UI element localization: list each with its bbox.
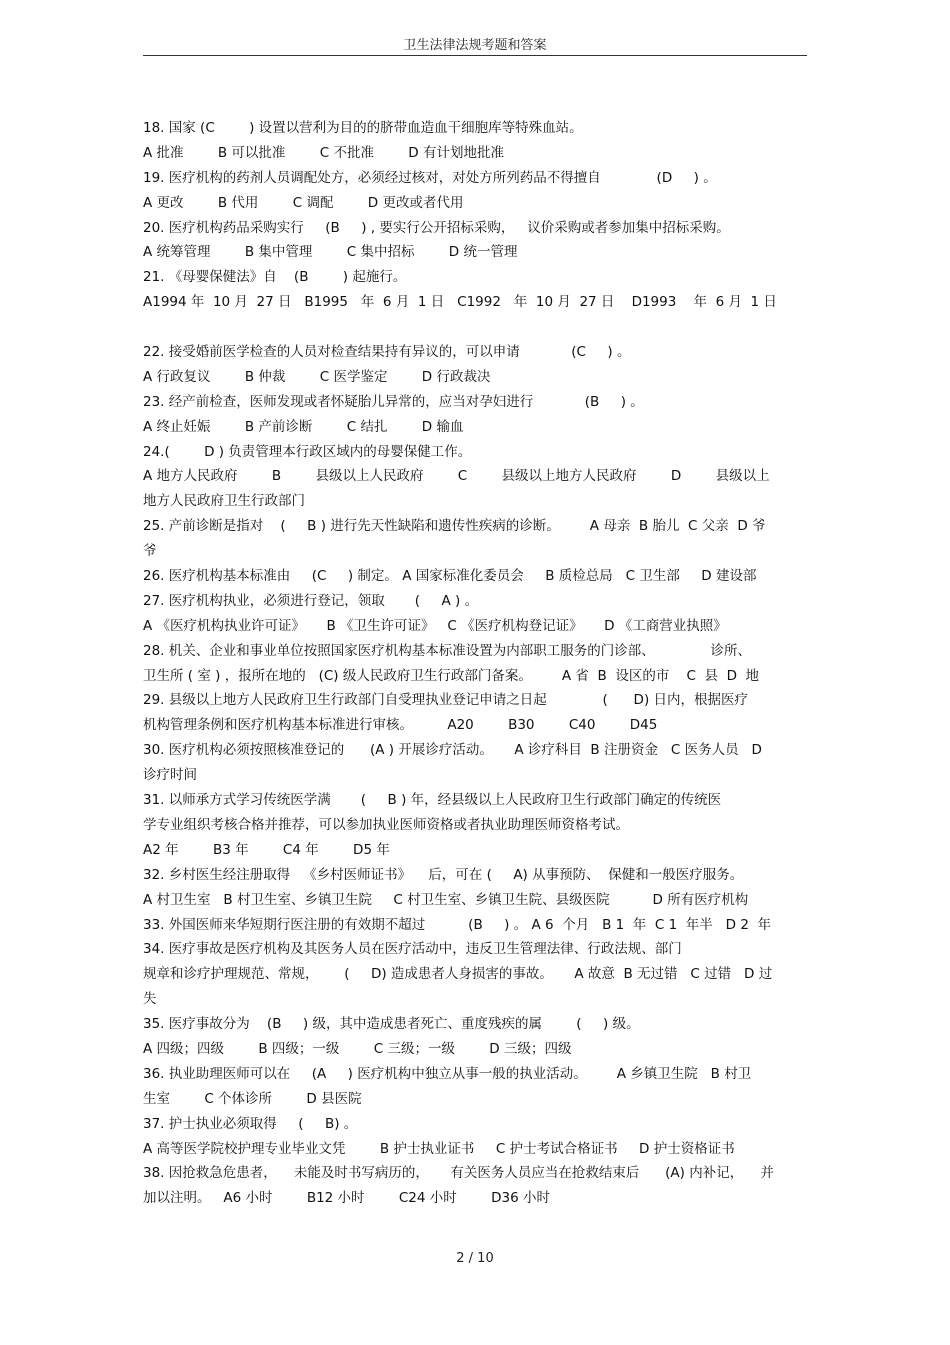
text-line: A 批准 B 可以批准 C 不批准 D 有计划地批准 — [143, 144, 504, 161]
text-line: 26. 医疗机构基本标准由 (C ) 制定。 A 国家标准化委员会 B 质检总局 C 卫生部 D 建设部 — [143, 568, 757, 585]
question-list — [143, 116, 807, 1211]
text-line — [143, 315, 807, 340]
header-divider — [143, 55, 807, 56]
text-line: 学专业组织考核合格并推荐，可以参加执业医师资格或者执业助理医师资格考试。 — [143, 816, 629, 833]
text-line: 21. 《母婴保健法》自 (B ) 起施行。 — [143, 269, 407, 286]
text-line: A 村卫生室 B 村卫生室、乡镇卫生院 C 村卫生室、乡镇卫生院、县级医院 D 所有医疗机构 — [143, 891, 749, 908]
text-line: 31. 以师承方式学习传统医学满 ( B ) 年，经县级以上人民政府卫生行政部门确定的传统医 — [143, 792, 722, 809]
text-line: 38. 因抢救急危患者， 未能及时书写病历的， 有关医务人员应当在抢救结束后 (A) 内补记， 并 — [143, 1165, 774, 1182]
text-line: 加以注明。 A6 小时 B12 小时 C24 小时 D36 小时 — [143, 1190, 550, 1207]
text-line: 37. 护士执业必须取得 ( B) 。 — [143, 1115, 358, 1132]
text-line: 卫生所 ( 室 ) ，报所在地的 (C) 级人民政府卫生行政部门备案。 A 省 B 设区的市 C 县 D 地 — [143, 667, 760, 684]
text-line: A 高等医学院校护理专业毕业文凭 B 护士执业证书 C 护士考试合格证书 D 护士资格证书 — [143, 1140, 735, 1157]
text-line: A 终止妊娠 B 产前诊断 C 结扎 D 输血 — [143, 418, 464, 435]
text-line: 24.( D ) 负责管理本行政区域内的母婴保健工作。 — [143, 443, 472, 460]
text-line: A 四级；四级 B 四级；一级 C 三级；一级 D 三级；四级 — [143, 1040, 572, 1057]
text-line: 27. 医疗机构执业，必须进行登记，领取 ( A ) 。 — [143, 592, 479, 609]
text-line: 32. 乡村医生经注册取得 《乡村医师证书》 后，可在 ( A) 从事预防、 保健和一般医疗服务。 — [143, 866, 744, 883]
text-line: 33. 外国医师来华短期行医注册的有效期不超过 (B ) 。 A 6 个月 B 1 年 C 1 年半 D 2 年 — [143, 916, 772, 933]
text-line: 25. 产前诊断是指对 ( B ) 进行先天性缺陷和遗传性疾病的诊断。 A 母亲 B 胎儿 C 父亲 D 爷 — [143, 518, 766, 535]
text-line: 生室 C 个体诊所 D 县医院 — [143, 1090, 362, 1107]
text-line: A 行政复议 B 仲裁 C 医学鉴定 D 行政裁决 — [143, 368, 491, 385]
text-line: 23. 经产前检查，医师发现或者怀疑胎儿异常的，应当对孕妇进行 (B ) 。 — [143, 393, 644, 410]
text-line: A1994 年 10 月 27 日 B1995 年 6 月 1 日 C1992 年 10 月 27 日 D1993 年 6 月 1 日 — [143, 294, 777, 311]
text-line: 规章和诊疗护理规范、常规， ( D) 造成患者人身损害的事故。 A 故意 B 无过错 C 过错 D 过 — [143, 966, 773, 983]
text-line: 爷 — [143, 543, 157, 560]
text-line: 19. 医疗机构的药剂人员调配处方，必须经过核对，对处方所列药品不得擅自 (D ) 。 — [143, 169, 717, 186]
text-line: 诊疗时间 — [143, 767, 197, 784]
text-line: 35. 医疗事故分为 (B ) 级，其中造成患者死亡、重度残疾的属 ( ) 级。 — [143, 1016, 640, 1033]
text-line: A 《医疗机构执业许可证》 B 《卫生许可证》 C 《医疗机构登记证》 D 《工商营业执照》 — [143, 617, 727, 634]
text-line: A 更改 B 代用 C 调配 D 更改或者代用 — [143, 194, 464, 211]
text-line: 28. 机关、企业和事业单位按照国家医疗机构基本标准设置为内部职工服务的门诊部、 诊所、 — [143, 642, 752, 659]
text-line: A2 年 B3 年 C4 年 D5 年 — [143, 841, 390, 858]
text-line: 36. 执业助理医师可以在 (A ) 医疗机构中独立从事一般的执业活动。 A 乡镇卫生院 B 村卫 — [143, 1065, 752, 1082]
text-line: 29. 县级以上地方人民政府卫生行政部门自受理执业登记申请之日起 ( D) 日内，根据医疗 — [143, 692, 749, 709]
text-line: 20. 医疗机构药品采购实行 (B ) , 要实行公开招标采购， 议价采购或者参加集中招标采购。 — [143, 219, 730, 236]
text-line: 30. 医疗机构必须按照核准登记的 (A ) 开展诊疗活动。 A 诊疗科目 B 注册资金 C 医务人员 D — [143, 742, 762, 759]
text-line: 34. 医疗事故是医疗机构及其医务人员在医疗活动中，违反卫生管理法律、行政法规、部门 — [143, 941, 682, 958]
text-line: 地方人民政府卫生行政部门 — [143, 493, 305, 510]
text-line: A 地方人民政府 B 县级以上人民政府 C 县级以上地方人民政府 D 县级以上 — [143, 468, 770, 485]
page-header: 卫生法律法规考题和答案 — [403, 38, 547, 53]
text-line: 18. 国家 (C ) 设置以营利为目的的脐带血造血干细胞库等特殊血站。 — [143, 120, 583, 136]
text-line: 机构管理条例和医疗机构基本标准进行审核。 A20 B30 C40 D45 — [143, 717, 658, 734]
text-line: 失 — [143, 991, 157, 1008]
text-line: 22. 接受婚前医学检查的人员对检查结果持有异议的，可以申请 (C ) 。 — [143, 344, 631, 361]
page-number: 2 / 10 — [456, 1251, 494, 1266]
text-line: A 统筹管理 B 集中管理 C 集中招标 D 统一管理 — [143, 244, 518, 261]
